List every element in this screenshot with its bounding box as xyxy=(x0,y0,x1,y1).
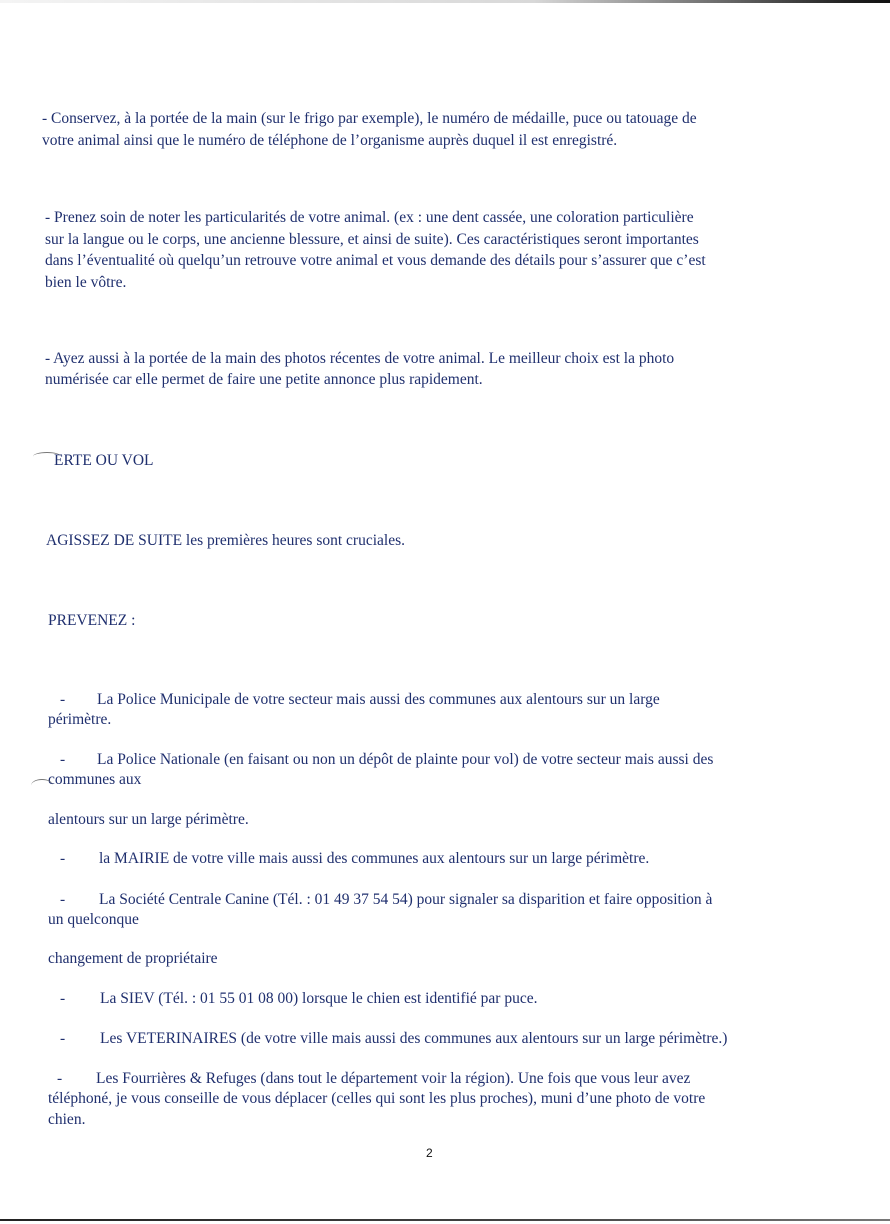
list-dash: - xyxy=(60,1030,66,1047)
list-dash: - xyxy=(57,1070,63,1087)
paragraph-line: votre animal ainsi que le numéro de téléphone de l’organisme auprès duquel il est enregistré. xyxy=(42,132,618,149)
list-item xyxy=(48,749,838,793)
list-item-text: communes aux xyxy=(48,771,142,788)
list-item xyxy=(48,1068,838,1132)
list-item xyxy=(48,689,828,733)
list-item-text: La Police Nationale (en faisant ou non un dépôt de plainte pour vol) de votre secteur mais aussi des xyxy=(97,751,714,768)
list-dash: - xyxy=(60,751,66,768)
scan-bottom-edge xyxy=(0,1219,890,1221)
paragraph-line: sur la langue ou le corps, une ancienne blessure, et ainsi de suite). Ces caractéristiques seront importantes xyxy=(45,231,699,248)
list-item-text: La Société Centrale Canine (Tél. : 01 49 37 54 54) pour signaler sa disparition et faire opposition à xyxy=(99,891,713,908)
section-heading-prevenez: PREVENEZ : xyxy=(48,612,136,629)
list-dash: - xyxy=(60,990,66,1007)
list-dash: - xyxy=(60,891,66,908)
list-item xyxy=(48,1028,838,1050)
list-item-text: un quelconque xyxy=(48,911,139,928)
list-item-text: Les Fourrières & Refuges (dans tout le département voir la région). Une fois que vous leur avez xyxy=(96,1070,691,1087)
paragraph-line: numérisée car elle permet de faire une petite annonce plus rapidement. xyxy=(45,371,483,388)
paragraph-line: - Ayez aussi à la portée de la main des photos récentes de votre animal. Le meilleur choix est la photo xyxy=(45,350,675,367)
list-item-text: La Police Municipale de votre secteur mais aussi des communes aux alentours sur un large xyxy=(97,691,660,708)
list-continuation: alentours sur un large périmètre. xyxy=(48,811,249,828)
list-item xyxy=(48,889,838,933)
list-dash: - xyxy=(60,850,66,867)
instruction-agissez: AGISSEZ DE SUITE les premières heures sont cruciales. xyxy=(46,532,405,549)
page-number: 2 xyxy=(426,1146,433,1160)
list-item-text: périmètre. xyxy=(48,711,112,728)
scan-artifact-mark xyxy=(31,779,53,792)
list-item-text: chien. xyxy=(48,1111,86,1128)
list-item-text: Les VETERINAIRES (de votre ville mais aussi des communes aux alentours sur un large périmètre.) xyxy=(100,1030,728,1047)
paragraph-line: bien le vôtre. xyxy=(45,274,127,291)
list-item-text: la MAIRIE de votre ville mais aussi des communes aux alentours sur un large périmètre. xyxy=(99,850,650,867)
list-continuation: changement de propriétaire xyxy=(48,950,218,967)
paragraph-line: - Prenez soin de noter les particularités de votre animal. (ex : une dent cassée, une coloration particulière xyxy=(45,209,694,226)
list-dash: - xyxy=(60,691,66,708)
list-item xyxy=(48,848,838,870)
list-item xyxy=(48,988,838,1010)
paragraph-line: dans l’éventualité où quelqu’un retrouve votre animal et vous demande des détails pour s’assurer que c’est xyxy=(45,252,706,269)
section-heading-perte-ou-vol: ERTE OU VOL xyxy=(54,452,154,469)
scan-top-edge xyxy=(0,0,890,3)
paragraph-line: - Conservez, à la portée de la main (sur le frigo par exemple), le numéro de médaille, puce ou tatouage de xyxy=(42,110,697,127)
list-item-text: La SIEV (Tél. : 01 55 01 08 00) lorsque le chien est identifié par puce. xyxy=(100,990,538,1007)
list-item-text: téléphoné, je vous conseille de vous déplacer (celles qui sont les plus proches), muni d’une photo de votre xyxy=(48,1090,706,1107)
